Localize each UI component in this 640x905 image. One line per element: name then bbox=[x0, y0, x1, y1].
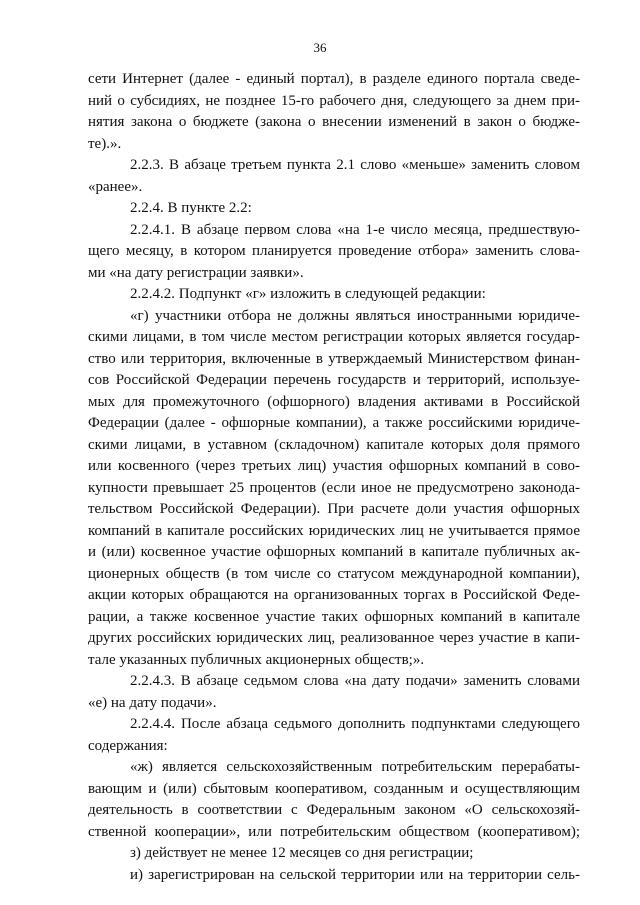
text-line: 2.2.4. В пункте 2.2: bbox=[130, 200, 252, 216]
text-line: з) действует не менее 12 месяцев со дня регистрации; bbox=[130, 845, 474, 861]
text-line: тале указанных публичных акционерных обществ;». bbox=[88, 651, 425, 668]
text-line: акции которых обращаются на организованных торгах в Российской Феде- bbox=[88, 587, 580, 603]
text-line: 2.2.4.1. В абзаце первом слова «на 1-е число месяца, предшествую- bbox=[130, 221, 580, 238]
text-line: сов Российской Федерации перечень государств и территорий, используе- bbox=[88, 372, 580, 388]
text-line: или косвенного (через третьих лиц) участия офшорных компаний в сово- bbox=[88, 458, 580, 474]
text-line: и) зарегистрирован на сельской территории или на территории сель- bbox=[130, 866, 580, 883]
text-line: ственной кооперации», или потребительским обществом (кооперативом); bbox=[88, 823, 580, 840]
text-line: нятия закона о бюджете (закона о внесении изменений в закон о бюдже- bbox=[88, 114, 580, 130]
text-line: купности превышает 25 процентов (если иное не предусмотрено законода- bbox=[88, 479, 580, 496]
text-line: скими лицами, в уставном (складочном) капитале которых доля прямого bbox=[88, 436, 580, 453]
text-line: ний о субсидиях, не позднее 15-го рабочего дня, следующего за днем при- bbox=[88, 92, 580, 109]
text-line: «г) участники отбора не должны являться иностранными юридиче- bbox=[130, 307, 580, 324]
text-line: мых для промежуточного (офшорного) владения активами в Российской bbox=[88, 393, 580, 410]
text-line: ционерных обществ (в том числе со статусом международной компании), bbox=[88, 565, 580, 582]
text-line: компаний в капитале российских юридических лиц не учитывается прямое bbox=[88, 522, 580, 539]
text-line: «е) на дату подачи». bbox=[88, 694, 217, 711]
text-line: Федерации (далее - офшорные компании), а также российскими юридиче- bbox=[88, 415, 580, 431]
text-line: и (или) косвенное участие офшорных компаний в капитале публичных ак- bbox=[88, 544, 580, 560]
text-line: ми «на дату регистрации заявки». bbox=[88, 264, 304, 281]
text-line: 2.2.4.4. После абзаца седьмого дополнить подпунктами следующего bbox=[130, 716, 580, 732]
text-line: тельством Российской Федерации). При расчете доли участия офшорных bbox=[88, 501, 580, 517]
text-line: скими лицами, в том числе местом регистрации которых является государ- bbox=[88, 329, 580, 345]
text-line: вающим и (или) сбытовым кооперативом, созданным и осуществляющим bbox=[88, 780, 580, 797]
text-line: щего месяцу, в котором планируется проведение отбора» заменить слова- bbox=[88, 243, 580, 259]
text-line: «ранее». bbox=[88, 178, 143, 195]
text-line: деятельность в соответствии с Федеральным законом «О сельскохозяй- bbox=[88, 802, 580, 818]
text-line: содержания: bbox=[88, 737, 168, 754]
text-line: 2.2.4.3. В абзаце седьмом слова «на дату подачи» заменить словами bbox=[130, 673, 580, 689]
document-body bbox=[88, 69, 580, 886]
text-line: «ж) является сельскохозяйственным потребительским перерабаты- bbox=[130, 759, 580, 775]
text-line: 2.2.4.2. Подпункт «г» изложить в следующей редакции: bbox=[130, 286, 486, 302]
text-line: 2.2.3. В абзаце третьем пункта 2.1 слово «меньше» заменить словом bbox=[130, 157, 580, 173]
text-line: сети Интернет (далее - единый портал), в разделе единого портала сведе- bbox=[88, 71, 580, 87]
page-number: 36 bbox=[313, 40, 327, 55]
text-line: ство или территория, включенные в утверждаемый Министерством финан- bbox=[88, 350, 580, 367]
text-line: те).». bbox=[88, 135, 122, 152]
text-line: рации, а также косвенное участие таких офшорных компаний в капитале bbox=[88, 608, 580, 625]
text-line: других российских юридических лиц, реализованное через участие в капи- bbox=[88, 630, 580, 646]
